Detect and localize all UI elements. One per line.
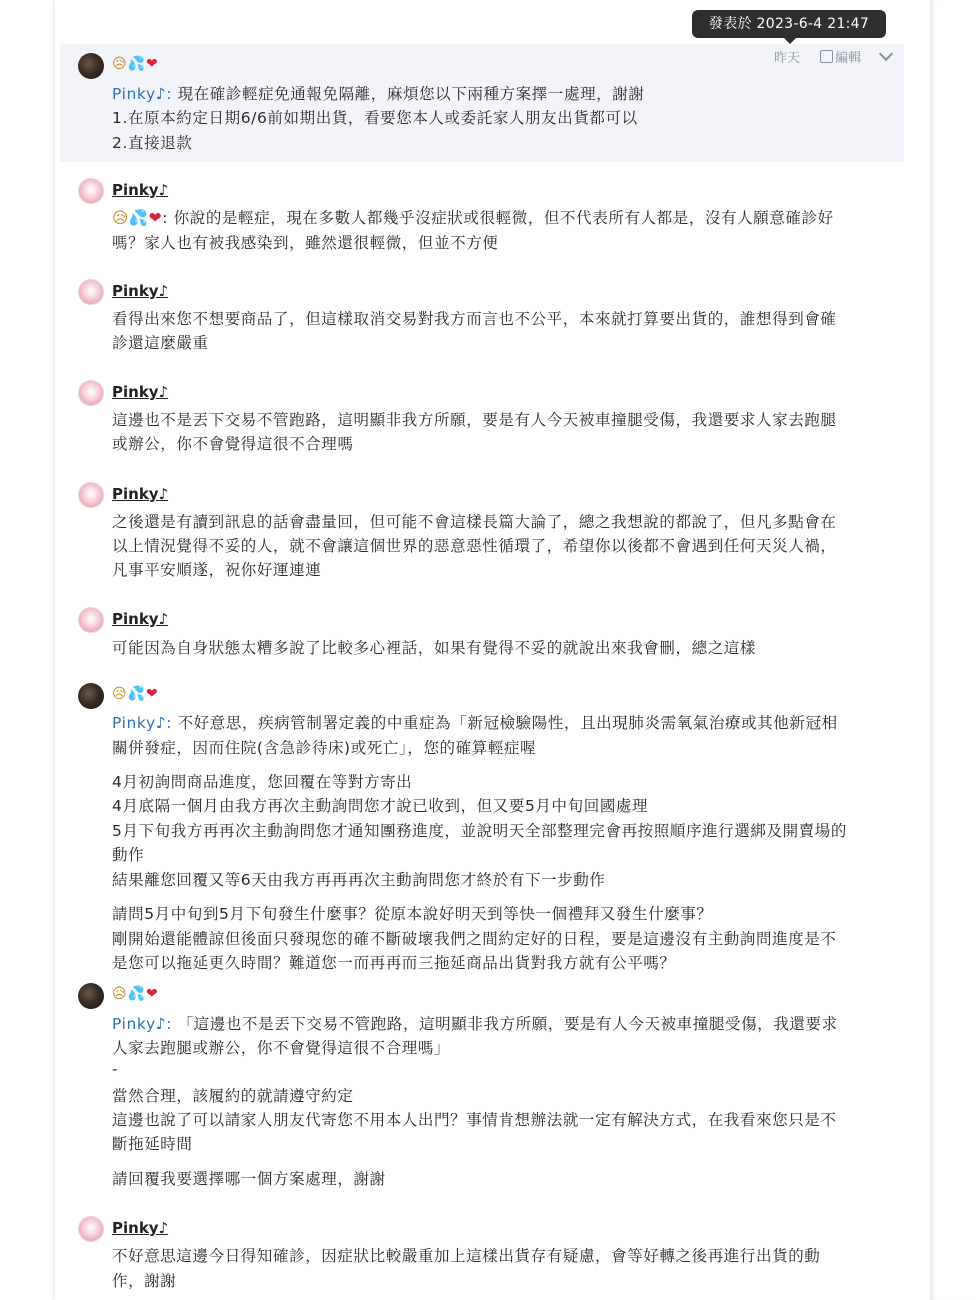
comment-line: 😥💦❤: 你說的是輕症，現在多數人都幾乎沒症狀或很輕微，但不代表所有人都是，沒有人願意確診好	[112, 209, 834, 227]
emoji-reactions	[112, 686, 159, 702]
avatar[interactable]	[78, 1216, 104, 1242]
heart-emoji-icon: ❤	[146, 56, 159, 72]
comment-line: 看得出來您不想要商品了，但這樣取消交易對我方而言也不公平，本來就打算要出貨的，誰想得到會確	[112, 310, 837, 328]
comment-line: -	[112, 1060, 119, 1078]
edit-button[interactable]: 編輯	[820, 47, 861, 66]
comment-line: 結果離您回覆又等6天由我方再再再次主動詢問您才終於有下一步動作	[112, 871, 606, 889]
heart-emoji-icon: ❤	[148, 209, 163, 227]
comment-line: 請問5月中旬到5月下旬發生什麼事？從原本說好明天到等快一個禮拜又發生什麼事？	[112, 905, 713, 923]
comment-line: 4月底隔一個月由我方再次主動詢問您才說已收到，但又要5月中旬回國處理	[112, 797, 649, 815]
sweat-emoji-icon: 💦	[128, 209, 149, 227]
comment-line: 斷拖延時間	[112, 1135, 193, 1153]
sweat-emoji-icon: 💦	[127, 986, 147, 1002]
comment-line: 或辦公，你不會覺得這很不合理嗎	[112, 435, 354, 453]
comment-line: Pinky♪: 現在確診輕症免通報免隔離，麻煩您以下兩種方案擇一處理，謝謝	[112, 85, 645, 103]
comment-line: 5月下旬我方再再次主動詢問您才通知團務進度，並說明天全部整理完會再按照順序進行選綁及開賣場的	[112, 822, 847, 840]
comment-line: 當然合理，該履約的就請遵守約定	[112, 1087, 354, 1105]
quoted-user-name[interactable]: Pinky♪:	[112, 714, 173, 732]
comment-line: 人家去跑腿或辦公，你不會覺得這很不合理嗎」	[112, 1039, 451, 1057]
comment-item	[60, 606, 904, 658]
user-name[interactable]: Pinky♪	[112, 610, 169, 628]
comment-line: 關併發症，因而住院(含急診待床)或死亡」，您的確算輕症喔	[112, 739, 537, 757]
sweat-emoji-icon: 💦	[127, 56, 147, 72]
edit-icon	[820, 50, 833, 63]
avatar[interactable]	[78, 683, 104, 709]
page-background-left	[0, 0, 55, 1300]
emoji-reactions	[112, 986, 159, 1002]
avatar[interactable]	[78, 178, 104, 204]
comment-line: 請回覆我要選擇哪一個方案處理，謝謝	[112, 1170, 386, 1188]
comment-actions	[774, 47, 891, 66]
avatar[interactable]	[78, 983, 104, 1009]
user-name[interactable]: Pinky♪	[112, 181, 169, 199]
comment-line: 以上情況覺得不妥的人，就不會讓這個世界的惡意惡性循環了，希望你以後都不會遇到任何天災人禍，	[112, 537, 837, 555]
comment-item	[60, 481, 904, 581]
sweat-emoji-icon: 💦	[127, 686, 147, 702]
sad-emoji-icon: 😥	[112, 986, 128, 1002]
comment-line: 這邊也不是丟下交易不管跑路，這明顯非我方所願，要是有人今天被車撞腿受傷，我還要求人家去跑腿	[112, 411, 837, 429]
avatar[interactable]	[78, 482, 104, 508]
comment-line: 是您可以拖延更久時間？難道您一而再再而三拖延商品出貨對我方就有公平嗎？	[112, 954, 676, 972]
comment-line: 剛開始還能體諒但後面只發現您的確不斷破壞我們之間約定好的日程，要是這邊沒有主動詢問進度是不	[112, 930, 837, 948]
comment-line: 1.在原本約定日期6/6前如期出貨，看要您本人或委託家人朋友出貨都可以	[112, 109, 638, 127]
tooltip-arrow	[784, 38, 796, 44]
user-name[interactable]: Pinky♪	[112, 1219, 169, 1237]
sad-emoji-icon: 😥	[112, 56, 128, 72]
comment-item	[60, 176, 904, 256]
avatar[interactable]	[78, 380, 104, 406]
comment-line: 之後還是有讀到訊息的話會盡量回，但可能不會這樣長篇大論了，總之我想說的都說了，但凡多點會在	[112, 513, 837, 531]
sad-emoji-icon: 😥	[112, 686, 128, 702]
avatar[interactable]	[78, 279, 104, 305]
heart-emoji-icon: ❤	[146, 686, 159, 702]
comment-line: 不好意思這邊今日得知確診，因症狀比較嚴重加上這樣出貨存有疑慮，會等好轉之後再進行出貨的動	[112, 1247, 821, 1265]
comment-line: Pinky♪: 「這邊也不是丟下交易不管跑路，這明顯非我方所願，要是有人今天被車撞腿受傷，我還要求	[112, 1015, 838, 1033]
chevron-down-icon[interactable]	[879, 47, 893, 61]
heart-emoji-icon: ❤	[146, 986, 159, 1002]
comment-line: 可能因為自身狀態太糟多說了比較多心裡話，如果有覺得不妥的就說出來我會刪，總之這樣	[112, 639, 757, 657]
sad-emoji-icon: 😥	[112, 209, 129, 227]
quoted-user-name[interactable]: Pinky♪:	[112, 1015, 173, 1033]
comment-item	[60, 682, 904, 972]
avatar[interactable]	[78, 607, 104, 633]
comment-line: Pinky♪: 不好意思，疾病管制署定義的中重症為「新冠檢驗陽性，且出現肺炎需氧氣治療或其他新冠相	[112, 714, 838, 732]
user-name[interactable]: Pinky♪	[112, 282, 169, 300]
comment-item	[60, 982, 904, 1192]
comment-item	[60, 278, 904, 354]
quoted-user-name[interactable]: Pinky♪:	[112, 85, 173, 103]
comment-line: 嗎？家人也有被我感染到，雖然還很輕微，但並不方便	[112, 234, 499, 252]
comment-item	[60, 379, 904, 455]
comment-line: 2.直接退款	[112, 134, 193, 152]
comment-line: 作，謝謝	[112, 1272, 177, 1290]
user-name[interactable]: Pinky♪	[112, 485, 169, 503]
comment-item	[60, 1215, 904, 1295]
avatar[interactable]	[78, 53, 104, 79]
comment-line: 4月初詢問商品進度，您回覆在等對方寄出	[112, 773, 413, 791]
comment-line: 凡事平安順遂，祝你好運連連	[112, 561, 322, 579]
page-background-right	[930, 0, 976, 1300]
user-name[interactable]: Pinky♪	[112, 383, 169, 401]
comment-line: 這邊也說了可以請家人朋友代寄您不用本人出門？事情肯想辦法就一定有解決方式，在我看來您只是不	[112, 1111, 837, 1129]
comment-line: 診還這麼嚴重	[112, 334, 209, 352]
emoji-reactions	[112, 56, 159, 72]
timestamp[interactable]: 昨天	[774, 51, 801, 66]
comment-line: 動作	[112, 846, 145, 864]
posted-time-tooltip: 發表於 2023-6-4 21:47	[692, 10, 886, 38]
